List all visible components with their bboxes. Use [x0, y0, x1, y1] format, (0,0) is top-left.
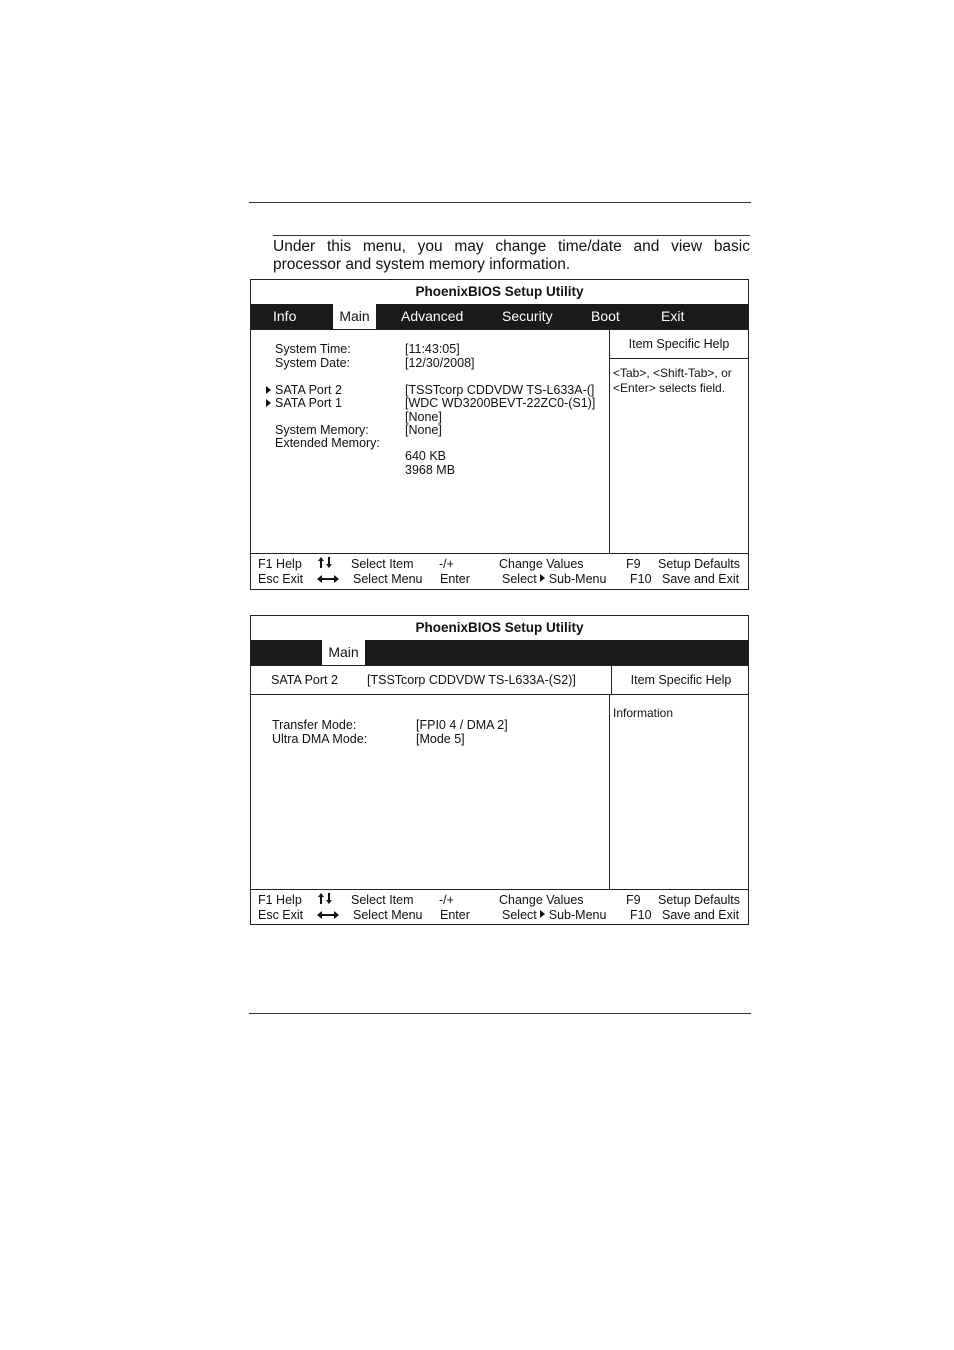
key-f1-help: F1 Help — [258, 893, 302, 907]
key-plus-minus: -/+ — [439, 557, 454, 571]
key-plus-minus: -/+ — [439, 893, 454, 907]
key-change-values: Change Values — [499, 893, 584, 907]
key-f10: F10 — [630, 572, 652, 586]
key-change-values: Change Values — [499, 557, 584, 571]
sata-port1-item[interactable] — [266, 397, 342, 411]
bios-screen-sata-port2 — [250, 615, 749, 925]
key-setup-defaults: Setup Defaults — [658, 893, 740, 907]
key-select-menu: Select Menu — [353, 572, 423, 586]
intro-rule — [273, 235, 750, 236]
key-f9: F9 — [626, 557, 641, 571]
key-legend — [251, 553, 748, 590]
value-transfer-mode: [FPI0 4 / DMA 2] — [416, 718, 508, 732]
label-system-time: System Time: — [275, 342, 351, 356]
key-legend — [251, 889, 748, 926]
key-select-submenu — [502, 572, 606, 586]
key-esc-exit: Esc Exit — [258, 572, 304, 586]
key-select-item: Select Item — [351, 557, 414, 571]
menu-main[interactable]: Main — [333, 304, 376, 329]
value-ultra-dma-mode: [Mode 5] — [416, 732, 465, 746]
key-sub-menu: Sub-Menu — [548, 908, 607, 922]
key-f1-help: F1 Help — [258, 557, 302, 571]
menu-boot[interactable]: Boot — [591, 308, 620, 324]
menu-main[interactable]: Main — [322, 640, 365, 665]
sub-label: SATA Port 2 — [271, 673, 338, 687]
label-extended-memory: Extended Memory: — [275, 436, 380, 450]
label-sata-port2: SATA Port 2 — [275, 383, 342, 397]
help-text: Information — [613, 706, 674, 720]
submenu-arrow-icon — [266, 386, 271, 394]
bios-title: PhoenixBIOS Setup Utility — [415, 620, 584, 635]
help-text — [610, 359, 748, 396]
menu-advanced[interactable]: Advanced — [401, 308, 464, 324]
up-down-arrows-icon — [318, 557, 332, 568]
main-body — [251, 329, 748, 553]
menu-bar — [251, 640, 748, 665]
intro-paragraph: Under this menu, you may change time/date and view basic processor and system memory information. — [273, 238, 750, 273]
sub-body — [251, 695, 748, 889]
help-line-1: <Tab>, <Shift-Tab>, or — [613, 366, 732, 380]
value-none-2: [None] — [405, 423, 442, 437]
label-system-date: System Date: — [275, 356, 351, 370]
key-enter: Enter — [440, 908, 470, 922]
left-right-arrows-icon — [317, 575, 339, 583]
value-time[interactable]: [11:43:05] — [405, 342, 460, 356]
key-select: Select — [502, 572, 537, 586]
key-save-exit: Save and Exit — [662, 572, 740, 586]
help-pane — [609, 330, 748, 553]
value-extended-memory: 3968 MB — [405, 463, 456, 477]
menu-bar — [251, 304, 748, 329]
bios-title: PhoenixBIOS Setup Utility — [415, 284, 584, 299]
key-esc-exit: Esc Exit — [258, 908, 304, 922]
key-select-menu: Select Menu — [353, 908, 423, 922]
key-select: Select — [502, 908, 537, 922]
submenu-arrow-icon — [540, 910, 545, 918]
sub-value: [TSSTcorp CDDVDW TS-L633A-(S2)] — [367, 673, 576, 687]
value-none-1: [None] — [405, 410, 442, 424]
help-title: Item Specific Help — [611, 666, 750, 694]
key-select-submenu — [502, 908, 606, 922]
help-line-2: <Enter> selects field. — [613, 381, 726, 395]
key-enter: Enter — [440, 572, 470, 586]
key-save-exit: Save and Exit — [662, 908, 740, 922]
submenu-header — [251, 665, 748, 695]
submenu-arrow-icon — [540, 574, 545, 582]
help-pane — [609, 695, 748, 889]
menu-exit[interactable]: Exit — [661, 308, 685, 324]
label-transfer-mode: Transfer Mode: — [272, 718, 357, 732]
key-setup-defaults: Setup Defaults — [658, 557, 740, 571]
bios-screen-main — [250, 279, 749, 590]
label-ultra-dma-mode: Ultra DMA Mode: — [272, 732, 368, 746]
left-right-arrows-icon — [317, 911, 339, 919]
bottom-rule — [249, 1013, 751, 1014]
top-rule — [249, 202, 751, 203]
submenu-arrow-icon — [266, 399, 271, 407]
value-system-memory: 640 KB — [405, 449, 447, 463]
value-port2: [TSSTcorp CDDVDW TS-L633A-(] — [405, 383, 595, 397]
value-date[interactable]: [12/30/2008] — [405, 356, 475, 370]
key-select-item: Select Item — [351, 893, 414, 907]
key-f10: F10 — [630, 908, 652, 922]
up-down-arrows-icon — [318, 893, 332, 904]
key-f9: F9 — [626, 893, 641, 907]
key-sub-menu: Sub-Menu — [548, 572, 607, 586]
help-title: Item Specific Help — [610, 330, 748, 359]
menu-security[interactable]: Security — [502, 308, 553, 324]
label-sata-port1: SATA Port 1 — [275, 396, 342, 410]
label-system-memory: System Memory: — [275, 423, 369, 437]
menu-info[interactable]: Info — [273, 308, 297, 324]
value-port1: [WDC WD3200BEVT-22ZC0-(S1)] — [405, 396, 596, 410]
